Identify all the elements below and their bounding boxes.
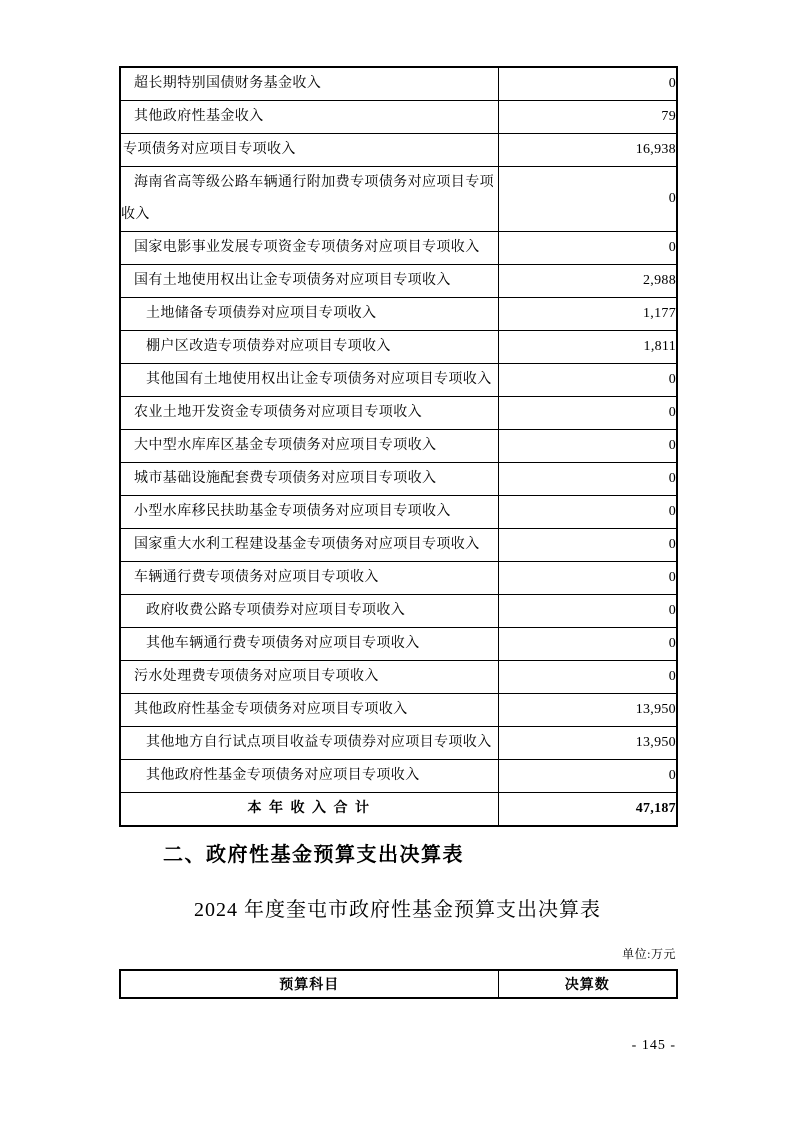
table-row: [120, 760, 677, 793]
budget-item-value: 0: [498, 661, 677, 694]
budget-item-label: 其他政府性基金收入: [120, 101, 498, 134]
budget-item-value: 13,950: [498, 694, 677, 727]
budget-item-label: 国家电影事业发展专项资金专项债务对应项目专项收入: [120, 232, 498, 265]
budget-item-value: 16,938: [498, 134, 677, 167]
budget-item-label: 超长期特别国债财务基金收入: [120, 67, 498, 101]
budget-item-value: 0: [498, 397, 677, 430]
budget-item-value: 13,950: [498, 727, 677, 760]
page-number: - 145 -: [631, 1038, 676, 1053]
budget-item-value: 0: [498, 364, 677, 397]
budget-item-value: 47,187: [498, 793, 677, 827]
budget-item-label: 国家重大水利工程建设基金专项债务对应项目专项收入: [120, 529, 498, 562]
table-row: [120, 595, 677, 628]
revenue-table-body: [120, 67, 677, 826]
budget-item-label: 专项债务对应项目专项收入: [120, 134, 498, 167]
budget-item-value: 0: [498, 496, 677, 529]
budget-item-value: 0: [498, 529, 677, 562]
column-header-subject: 预算科目: [120, 970, 498, 998]
budget-item-label: 土地储备专项债券对应项目专项收入: [120, 298, 498, 331]
table-row: [120, 364, 677, 397]
budget-item-value: 0: [498, 595, 677, 628]
table-row: [120, 727, 677, 760]
budget-item-value: 0: [498, 430, 677, 463]
budget-item-label: 海南省高等级公路车辆通行附加费专项债务对应项目专项收入: [120, 167, 498, 232]
budget-item-value: 0: [498, 463, 677, 496]
budget-item-label: 污水处理费专项债务对应项目专项收入: [120, 661, 498, 694]
budget-item-value: 1,177: [498, 298, 677, 331]
budget-item-label: 其他政府性基金专项债务对应项目专项收入: [120, 760, 498, 793]
table-row: [120, 298, 677, 331]
budget-item-value: 0: [498, 167, 677, 232]
budget-item-label: 农业土地开发资金专项债务对应项目专项收入: [120, 397, 498, 430]
budget-item-label: 其他车辆通行费专项债务对应项目专项收入: [120, 628, 498, 661]
revenue-table: [119, 66, 678, 827]
budget-item-value: 2,988: [498, 265, 677, 298]
budget-item-value: 1,811: [498, 331, 677, 364]
table-row: [120, 562, 677, 595]
budget-item-value: 0: [498, 562, 677, 595]
budget-item-value: 0: [498, 628, 677, 661]
budget-item-value: 0: [498, 232, 677, 265]
table-row: [120, 232, 677, 265]
expenditure-table: [119, 969, 678, 999]
table-row: [120, 397, 677, 430]
table-row: [120, 694, 677, 727]
table-row: [120, 628, 677, 661]
budget-item-label: 其他地方自行试点项目收益专项债券对应项目专项收入: [120, 727, 498, 760]
table-row: [120, 331, 677, 364]
table-row: [120, 265, 677, 298]
table-row: [120, 167, 677, 232]
expenditure-header-row: [120, 970, 677, 998]
budget-item-label: 政府收费公路专项债券对应项目专项收入: [120, 595, 498, 628]
budget-item-label: 其他政府性基金专项债务对应项目专项收入: [120, 694, 498, 727]
budget-item-label: 国有土地使用权出让金专项债务对应项目专项收入: [120, 265, 498, 298]
table-row: [120, 101, 677, 134]
table-row: [120, 430, 677, 463]
section-heading: 二、政府性基金预算支出决算表: [163, 844, 464, 866]
table-row: [120, 529, 677, 562]
table-title: 2024 年度奎屯市政府性基金预算支出决算表: [194, 899, 601, 921]
budget-item-label: 小型水库移民扶助基金专项债务对应项目专项收入: [120, 496, 498, 529]
budget-item-label: 其他国有土地使用权出让金专项债务对应项目专项收入: [120, 364, 498, 397]
budget-item-label: 城市基础设施配套费专项债务对应项目专项收入: [120, 463, 498, 496]
budget-item-label: 车辆通行费专项债务对应项目专项收入: [120, 562, 498, 595]
budget-item-value: 0: [498, 760, 677, 793]
table-row: [120, 463, 677, 496]
budget-item-value: 0: [498, 67, 677, 101]
budget-item-label: 本 年 收 入 合 计: [120, 793, 498, 827]
table-row: [120, 661, 677, 694]
column-header-amount: 决算数: [498, 970, 677, 998]
table-row: [120, 67, 677, 101]
budget-item-value: 79: [498, 101, 677, 134]
table-row: [120, 134, 677, 167]
budget-item-label: 棚户区改造专项债券对应项目专项收入: [120, 331, 498, 364]
table-row: [120, 496, 677, 529]
budget-item-label: 大中型水库库区基金专项债务对应项目专项收入: [120, 430, 498, 463]
unit-label: 单位:万元: [622, 947, 676, 961]
table-row: [120, 793, 677, 827]
